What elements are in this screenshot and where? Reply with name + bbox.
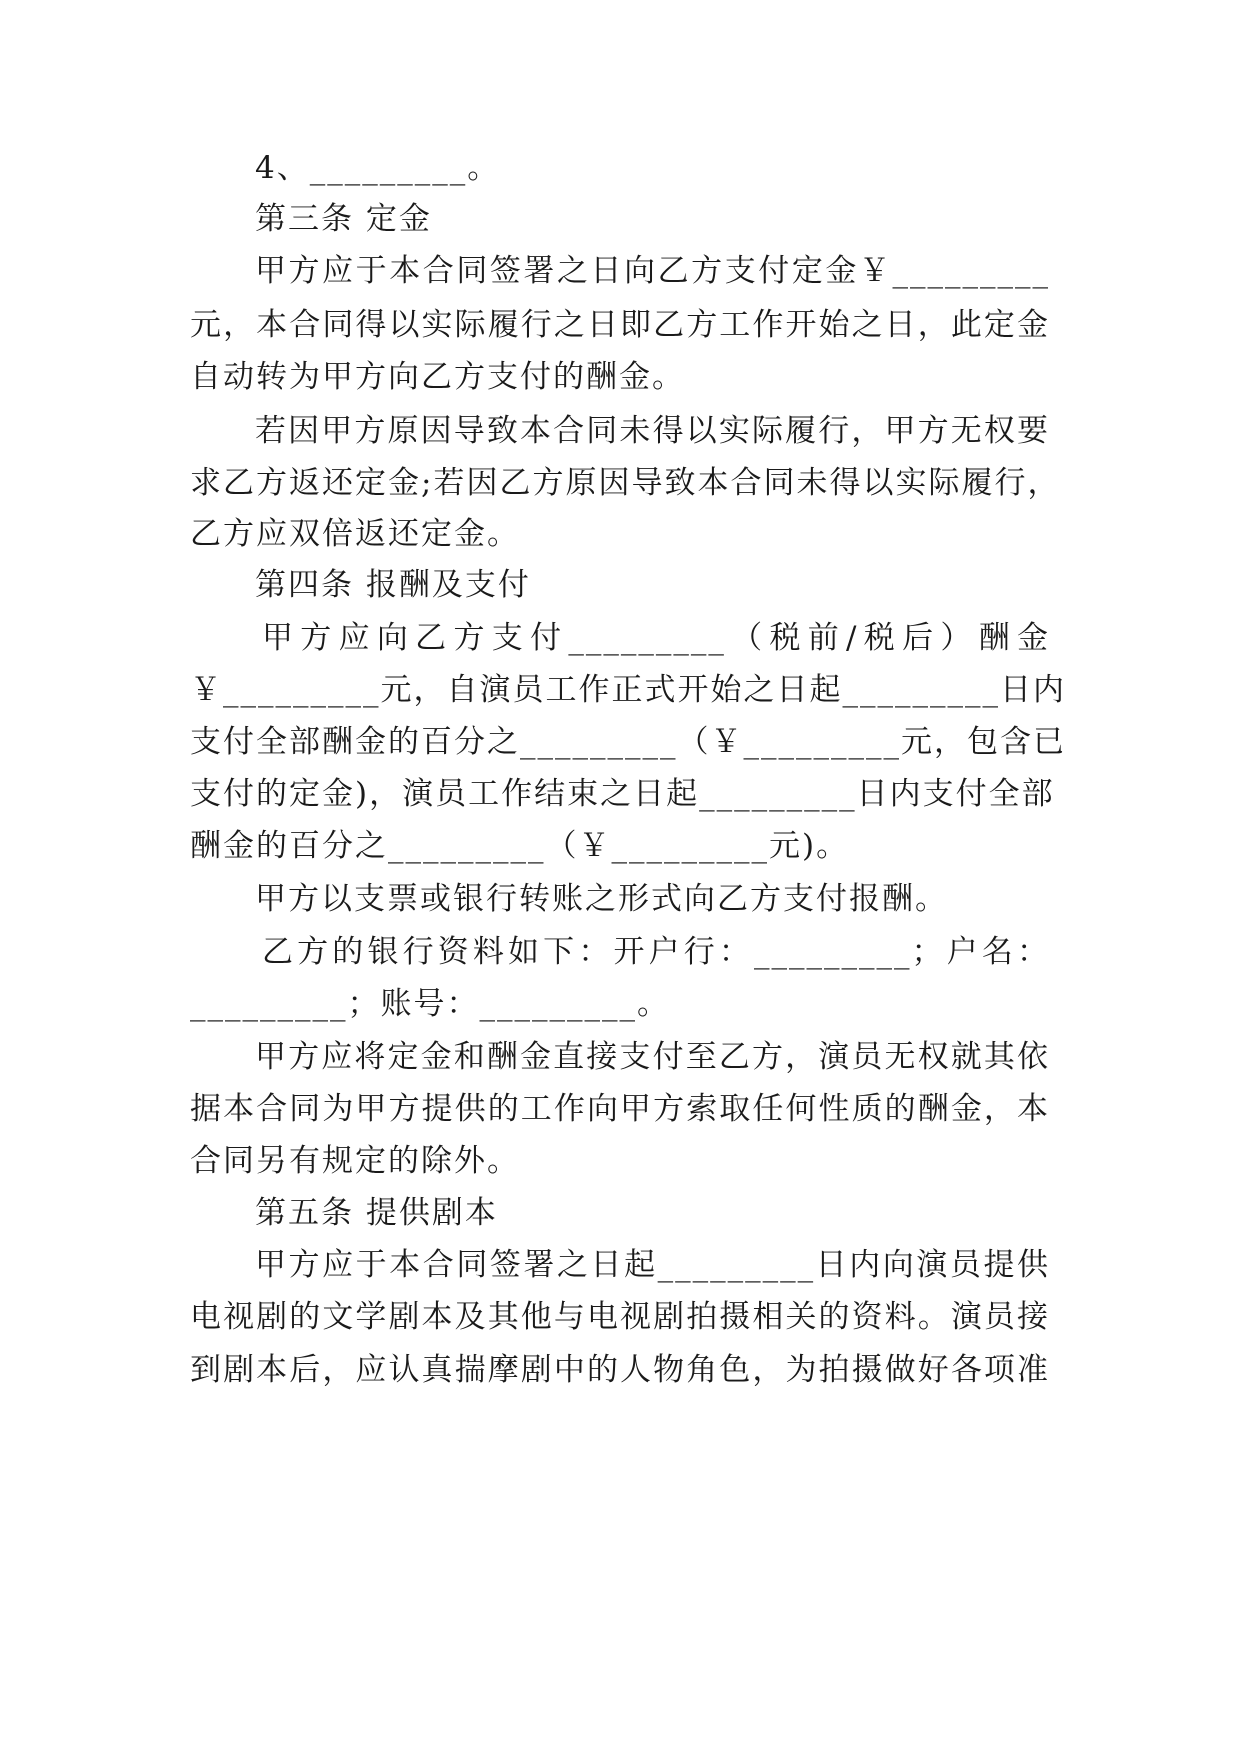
paragraph-line: 酬金的百分之_________（￥_________元)。: [190, 828, 850, 864]
paragraph-line: 合同另有规定的除外。: [190, 1143, 520, 1179]
article-5-heading: 第五条 提供剧本: [255, 1195, 498, 1231]
paragraph-line: 乙方的银行资料如下：开户行：_________；户名：: [262, 934, 1050, 970]
paragraph-line: 自动转为甲方向乙方支付的酬金。: [190, 359, 685, 395]
article-3-heading: 第三条 定金: [255, 201, 432, 237]
paragraph-line: 甲方应于本合同签署之日起_________日内向演员提供: [255, 1247, 1050, 1283]
paragraph-line: 电视剧的文学剧本及其他与电视剧拍摄相关的资料。演员接: [190, 1299, 1050, 1335]
paragraph-line: 支付全部酬金的百分之_________（￥_________元，包含已: [190, 724, 1066, 760]
paragraph-line: 乙方应双倍返还定金。: [190, 516, 520, 552]
paragraph-line: 甲方应向乙方支付_________（税前/税后）酬金: [262, 620, 1050, 656]
paragraph-line: 元，本合同得以实际履行之日即乙方工作开始之日，此定金: [190, 307, 1050, 343]
paragraph-line: 甲方应将定金和酬金直接支付至乙方，演员无权就其依: [255, 1039, 1050, 1075]
paragraph-line: 甲方应于本合同签署之日向乙方支付定金￥_________: [255, 253, 1050, 289]
paragraph-line: 若因甲方原因导致本合同未得以实际履行，甲方无权要: [255, 413, 1050, 449]
paragraph-line: _________；账号：_________。: [190, 986, 670, 1022]
article-4-heading: 第四条 报酬及支付: [255, 567, 531, 603]
paragraph-line: 到剧本后，应认真揣摩剧中的人物角色，为拍摄做好各项准: [190, 1352, 1050, 1388]
paragraph-line: 求乙方返还定金;若因乙方原因导致本合同未得以实际履行，: [190, 465, 1061, 501]
paragraph-line: 甲方以支票或银行转账之形式向乙方支付报酬。: [255, 881, 948, 917]
clause-item-4: 4、_________。: [255, 150, 501, 186]
paragraph-line: 据本合同为甲方提供的工作向甲方索取任何性质的酬金，本: [190, 1091, 1050, 1127]
paragraph-line: 支付的定金)，演员工作结束之日起_________日内支付全部: [190, 776, 1055, 812]
paragraph-line: ￥_________元，自演员工作正式开始之日起_________日内: [190, 672, 1066, 708]
